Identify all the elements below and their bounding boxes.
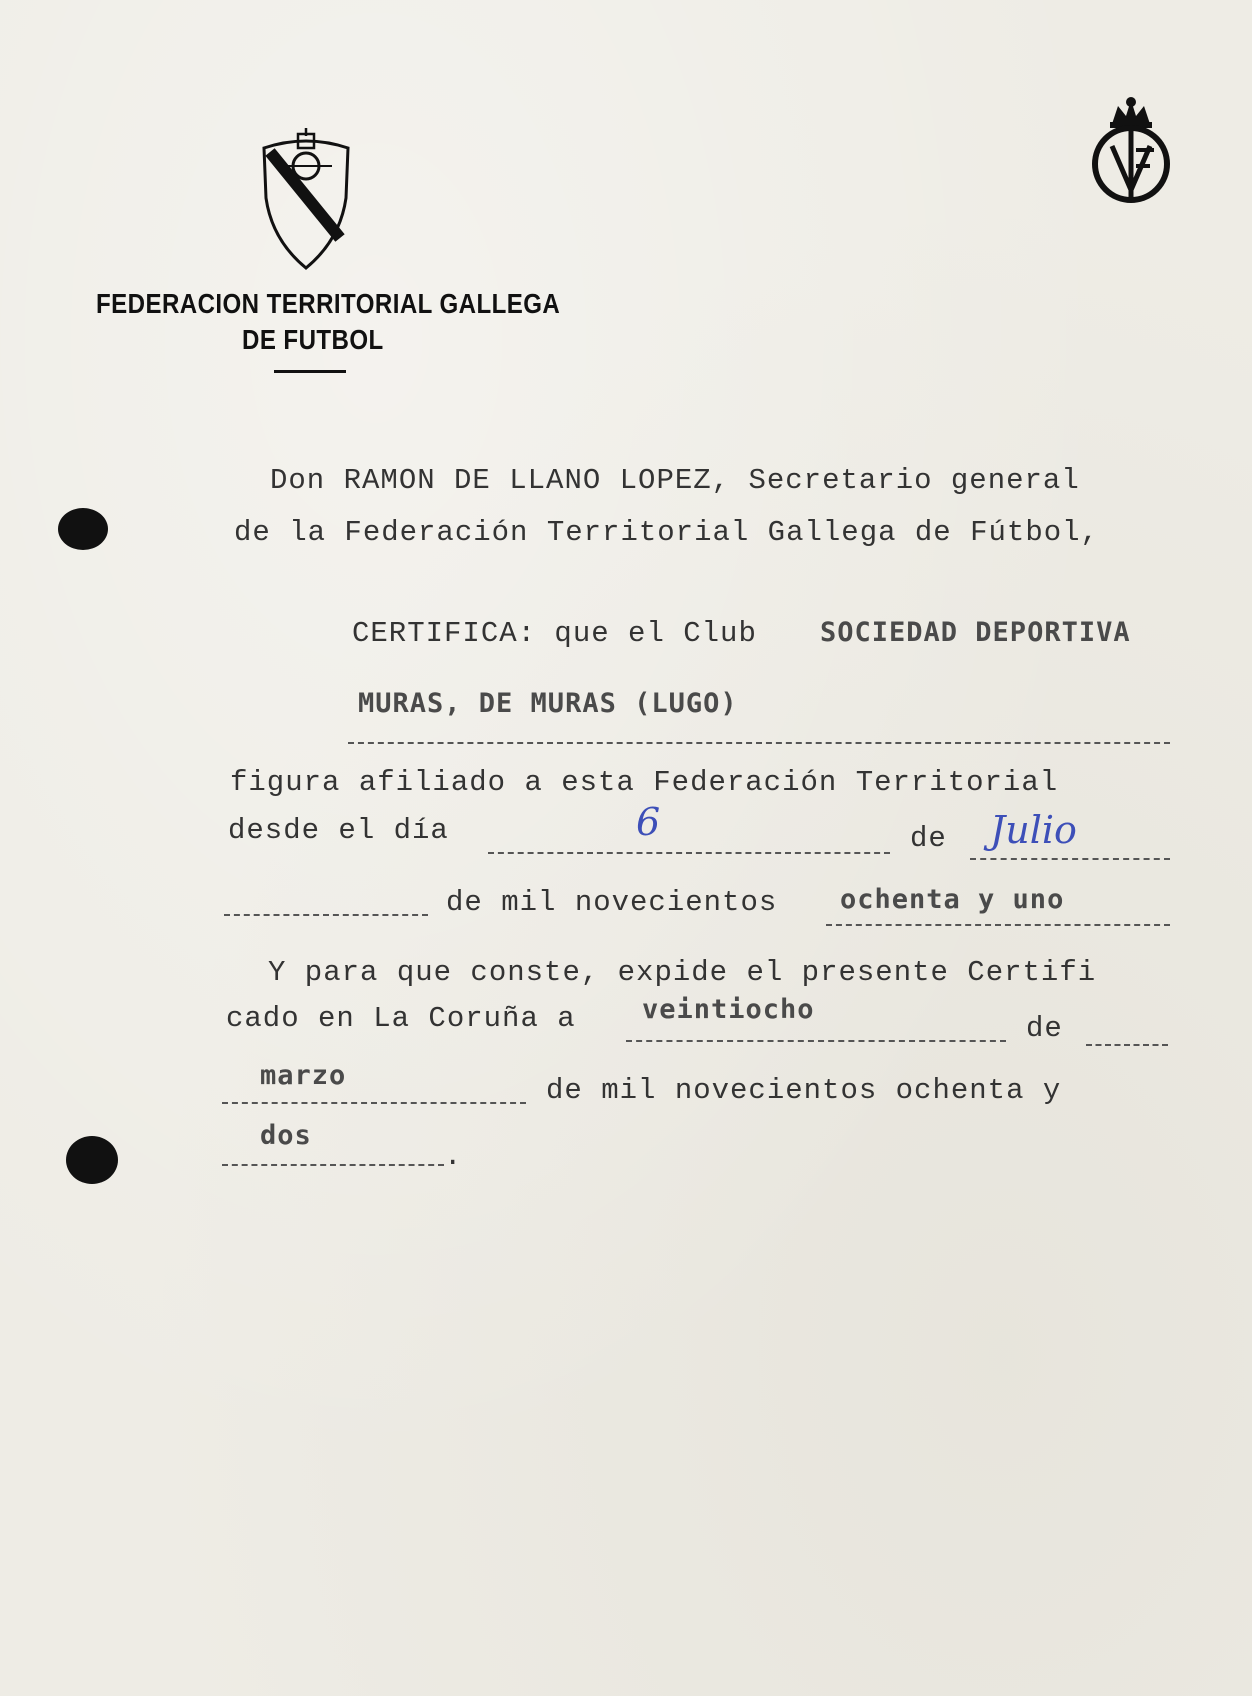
issue-day-line: [626, 1040, 1006, 1042]
issue-year-end: dos: [260, 1120, 312, 1151]
issue-year-line: [222, 1164, 444, 1166]
de-label-2: de: [1026, 1012, 1063, 1045]
certifica-label: CERTIFICA: que el Club: [352, 617, 757, 650]
club-name-underline: [348, 742, 1170, 744]
year-text-line: de mil novecientos ochenta y: [546, 1074, 1062, 1107]
issue-month-line: [222, 1102, 526, 1104]
affiliation-day: 6: [636, 800, 661, 844]
issue-month-prefix-line: [1086, 1044, 1168, 1046]
federation-name-line2: DE FUTBOL: [242, 324, 384, 355]
club-name-line-1: SOCIEDAD DEPORTIVA: [820, 617, 1131, 648]
club-name-line-2: MURAS, DE MURAS (LUGO): [358, 688, 738, 719]
affiliation-line: figura afiliado a esta Federación Territorial: [230, 766, 1059, 799]
punch-hole-bottom: [66, 1136, 118, 1184]
intro-line-2: de la Federación Territorial Gallega de Fútbol,: [234, 516, 1099, 549]
header-underline: [274, 370, 346, 373]
punch-hole-top: [58, 508, 108, 550]
affiliation-year-words: ochenta y uno: [840, 884, 1065, 915]
de-mil-novecientos-label: de mil novecientos: [446, 886, 778, 919]
federation-name-line1: FEDERACION TERRITORIAL GALLEGA: [96, 288, 561, 319]
intro-line-1: Don RAMON DE LLANO LOPEZ, Secretario general: [270, 464, 1080, 497]
spanish-federation-crown-emblem: [1090, 94, 1172, 206]
affiliation-day-line: [488, 852, 890, 854]
coruna-line: cado en La Coruña a: [226, 1002, 576, 1035]
affiliation-year-line: [826, 924, 1170, 926]
desde-label: desde el día: [228, 814, 449, 847]
issue-day: veintiocho: [642, 994, 815, 1025]
galician-federation-shield-logo: [260, 128, 352, 272]
de-label-1: de: [910, 822, 947, 855]
year-prefix-line: [224, 914, 428, 916]
affiliation-month: Julio: [990, 808, 1077, 852]
affiliation-month-line: [970, 858, 1170, 860]
conste-line: Y para que conste, expide el presente Certifi: [268, 956, 1097, 989]
closing-period: .: [444, 1140, 463, 1173]
issue-month: marzo: [260, 1060, 347, 1091]
